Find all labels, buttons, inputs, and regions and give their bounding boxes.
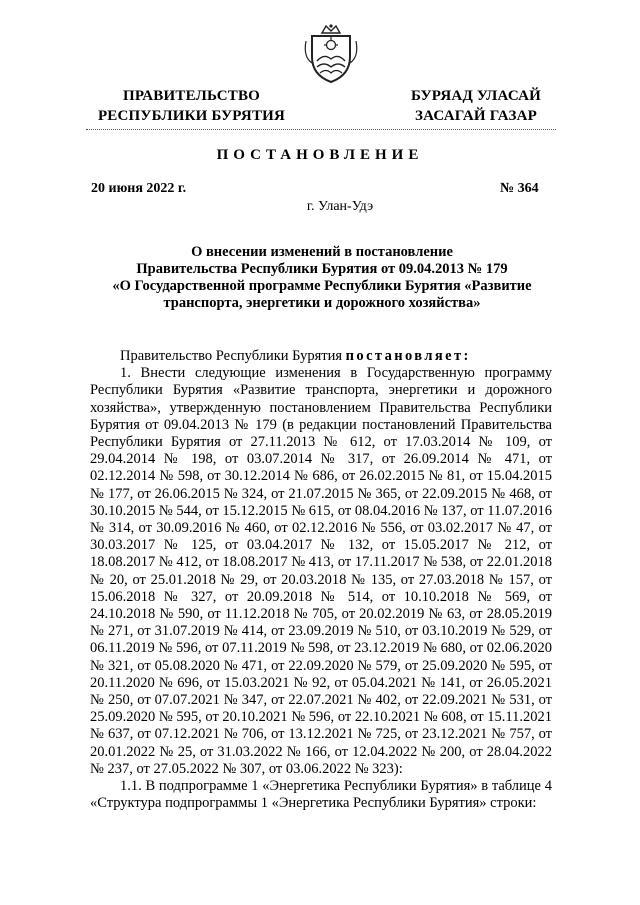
paragraph-1-1: 1.1. В подпрограмме 1 «Энергетика Республики Бурятия» в таблице 4 «Структура подпрограммы 1 «Энергетика Республики Бурятия» строки: bbox=[90, 778, 552, 812]
document-type: ПОСТАНОВЛЕНИЕ bbox=[216, 147, 424, 163]
intro-resolves: постановляет: bbox=[345, 348, 471, 364]
government-name-russian bbox=[84, 86, 299, 126]
paragraph-1: 1. Внести следующие изменения в Государственную программу Республики Бурятия «Развитие транспорта, энергетики и дорожного хозяйства», утвержденную постановлением Правительства Республики Бурятия от 09.04.2013 № 179 (в редакции постановлений Правительства Республики Бурятия от 27.11.2013 № 612, от 17.03.2014 № 109, от 29.04.2014 № 198, от 03.07.2014 № 317, от 26.09.2014 № 471, от 02.12.2014 № 598, от 30.12.2014 № 686, от 26.02.2015 № 81, от 15.04.2015 № 177, от 26.06.2015 № 324, от 21.07.2015 № 365, от 22.09.2015 № 468, от 30.10.2015 № 544, от 15.12.2015 № 615, от 08.04.2016 № 137, от 11.07.2016 № 314, от 30.09.2016 № 460, от 02.12.2016 № 556, от 03.02.2017 № 47, от 30.03.2017 № 125, от 03.04.2017 № 132, от 15.05.2017 № 212, от 18.08.2017 № 412, от 18.08.2017 № 413, от 17.11.2017 № 538, от 22.01.2018 № 20, от 25.01.2018 № 29, от 20.03.2018 № 135, от 27.03.2018 № 157, от 15.06.2018 № 327, от 20.09.2018 № 514, от 10.10.2018 № 569, от 24.10.2018 № 590, от 11.12.2018 № 705, от 20.02.2019 № 63, от 28.05.2019 № 271, от 31.07.2019 № 414, от 23.09.2019 № 510, от 03.10.2019 № 529, от 06.11.2019 № 596, от 07.11.2019 № 598, от 23.12.2019 № 680, от 02.06.2020 № 321, от 05.08.2020 № 471, от 22.09.2020 № 579, от 25.09.2020 № 595, от 20.11.2020 № 696, от 15.03.2021 № 92, от 05.04.2021 № 141, от 26.05.2021 № 250, от 07.07.2021 № 347, от 22.07.2021 № 402, от 22.09.2021 № 531, от 25.09.2020 № 595, от 20.10.2021 № 596, от 22.10.2021 № 608, от 15.11.2021 № 637, от 07.12.2021 № 706, от 13.12.2021 № 725, от 23.12.2021 № 757, от 20.01.2022 № 25, от 31.03.2022 № 166, от 12.04.2022 № 200, от 28.04.2022 № 237, от 27.05.2022 № 307, от 03.06.2022 № 323): bbox=[90, 365, 552, 777]
title-line3: «О Государственной программе Республики Бурятия «Развитие bbox=[112, 278, 532, 294]
gov-right-line2: ЗАСАГАЙ ГАЗАР bbox=[415, 108, 537, 124]
title-line2: Правительства Республики Бурятия от 09.04.2013 № 179 bbox=[136, 261, 508, 277]
document-city: г. Улан-Удэ bbox=[306, 199, 374, 214]
government-name-buryat bbox=[386, 86, 566, 126]
coat-of-arms-icon bbox=[300, 23, 362, 85]
document-title bbox=[90, 244, 554, 312]
intro-paragraph bbox=[90, 348, 552, 365]
gov-right-line1: БУРЯАД УЛАСАЙ bbox=[410, 88, 542, 104]
document-date: 20 июня 2022 г. bbox=[91, 181, 187, 196]
title-line4: транспорта, энергетики и дорожного хозяйства» bbox=[163, 295, 481, 311]
document-body bbox=[90, 348, 552, 812]
gov-left-line1: ПРАВИТЕЛЬСТВО bbox=[122, 88, 261, 104]
document-number: № 364 bbox=[500, 181, 539, 196]
title-line1: О внесении изменений в постановление bbox=[191, 244, 453, 260]
header-divider bbox=[86, 129, 556, 130]
intro-prefix: Правительство Республики Бурятия bbox=[120, 348, 346, 364]
gov-left-line2: РЕСПУБЛИКИ БУРЯТИЯ bbox=[97, 108, 286, 124]
